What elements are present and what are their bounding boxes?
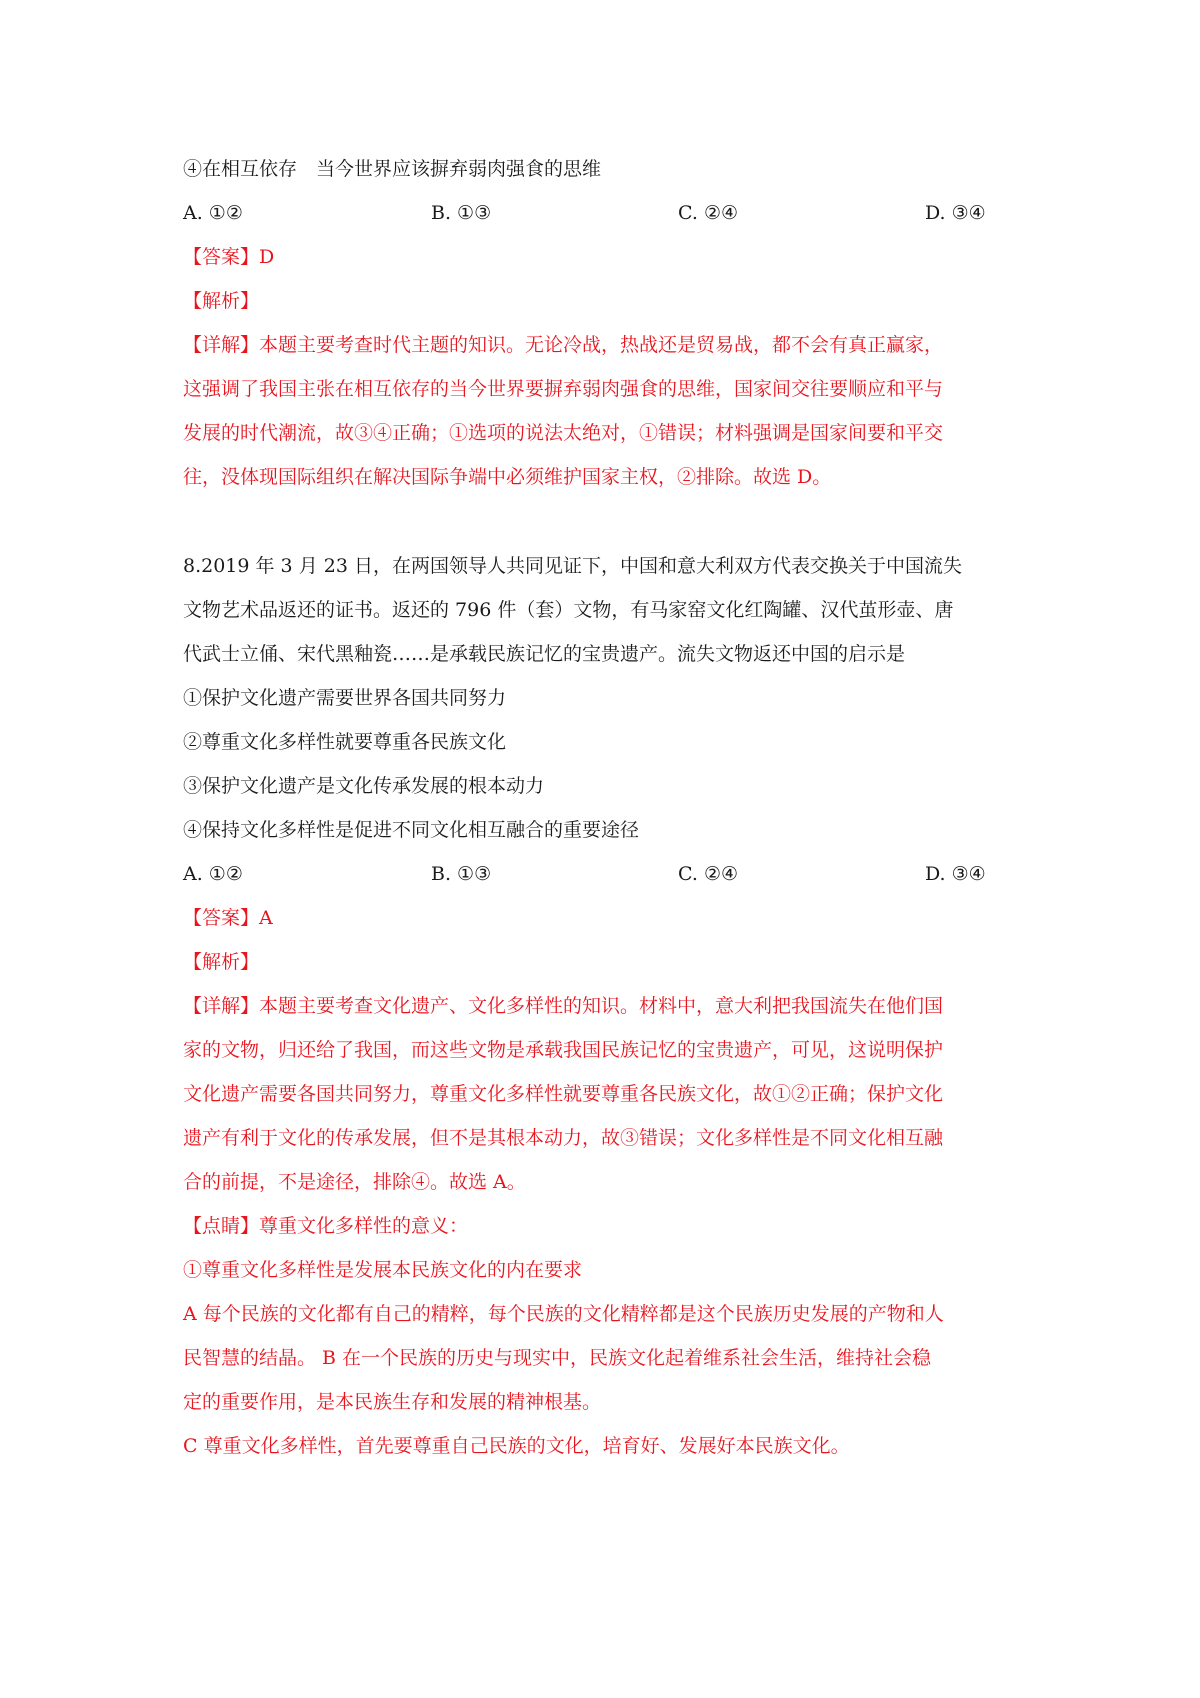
q8-tip-a-line: A 每个民族的文化都有自己的精粹，每个民族的文化精粹都是这个民族历史发展的产物和人 [183, 1303, 944, 1325]
q7-detail-line: 发展的时代潮流，故③④正确；①选项的说法太绝对，①错误；材料强调是国家间要和平交 [183, 422, 944, 444]
q7-option-b: B. ①③ [431, 202, 492, 224]
q8-detail-line: 合的前提，不是途径，排除④。故选 A。 [183, 1171, 526, 1193]
q8-item-3: ③保护文化遗产是文化传承发展的根本动力 [183, 775, 545, 797]
q8-tip-heading: 【点睛】尊重文化多样性的意义： [183, 1215, 469, 1237]
q8-option-a: A. ①② [183, 863, 243, 885]
q8-detail-line: 遗产有利于文化的传承发展，但不是其根本动力，故③错误；文化多样性是不同文化相互融 [183, 1127, 944, 1149]
q7-detail-line: 【详解】本题主要考查时代主题的知识。无论冷战，热战还是贸易战，都不会有真正赢家， [183, 334, 944, 356]
q8-item-4: ④保持文化多样性是促进不同文化相互融合的重要途径 [183, 819, 640, 841]
q8-option-c: C. ②④ [678, 863, 739, 885]
q7-item-4: ④在相互依存 当今世界应该摒弃弱肉强食的思维 [183, 158, 602, 180]
q8-stem-line: 8.2019 年 3 月 23 日，在两国领导人共同见证下，中国和意大利双方代表交换关于中国流失 [183, 555, 962, 577]
q8-detail-line: 【详解】本题主要考查文化遗产、文化多样性的知识。材料中，意大利把我国流失在他们国 [183, 995, 944, 1017]
q8-tip-c-line: C 尊重文化多样性，首先要尊重自己民族的文化，培育好、发展好本民族文化。 [183, 1435, 850, 1457]
q8-detail-line: 文化遗产需要各国共同努力，尊重文化多样性就要尊重各民族文化，故①②正确；保护文化 [183, 1083, 944, 1105]
q8-analysis-heading: 【解析】 [183, 951, 260, 973]
q8-item-2: ②尊重文化多样性就要尊重各民族文化 [183, 731, 507, 753]
q8-detail-line: 家的文物，归还给了我国，而这些文物是承载我国民族记忆的宝贵遗产，可见，这说明保护 [183, 1039, 944, 1061]
q8-answer: 【答案】A [183, 907, 273, 929]
q8-tip-a-line: 民智慧的结晶。 B 在一个民族的历史与现实中，民族文化起着维系社会生活，维持社会稳 [183, 1347, 932, 1369]
q7-answer: 【答案】D [183, 246, 275, 268]
q8-option-b: B. ①③ [431, 863, 492, 885]
q8-item-1: ①保护文化遗产需要世界各国共同努力 [183, 687, 507, 709]
q7-option-c: C. ②④ [678, 202, 739, 224]
q7-detail-line: 这强调了我国主张在相互依存的当今世界要摒弃弱肉强食的思维，国家间交往要顺应和平与 [183, 378, 944, 400]
q7-detail-line: 往，没体现国际组织在解决国际争端中必须维护国家主权，②排除。故选 D。 [183, 466, 832, 488]
q8-stem-line: 代武士立俑、宋代黑釉瓷……是承载民族记忆的宝贵遗产。流失文物返还中国的启示是 [183, 643, 906, 665]
q8-option-d: D. ③④ [925, 863, 986, 885]
q8-tip-a-line: 定的重要作用，是本民族生存和发展的精神根基。 [183, 1391, 602, 1413]
q7-option-d: D. ③④ [925, 202, 986, 224]
q8-stem-line: 文物艺术品返还的证书。返还的 796 件（套）文物，有马家窑文化红陶罐、汉代茧形壶、唐 [183, 599, 954, 621]
q7-analysis-heading: 【解析】 [183, 290, 260, 312]
q7-option-a: A. ①② [183, 202, 243, 224]
q8-tip-point-1: ①尊重文化多样性是发展本民族文化的内在要求 [183, 1259, 583, 1281]
